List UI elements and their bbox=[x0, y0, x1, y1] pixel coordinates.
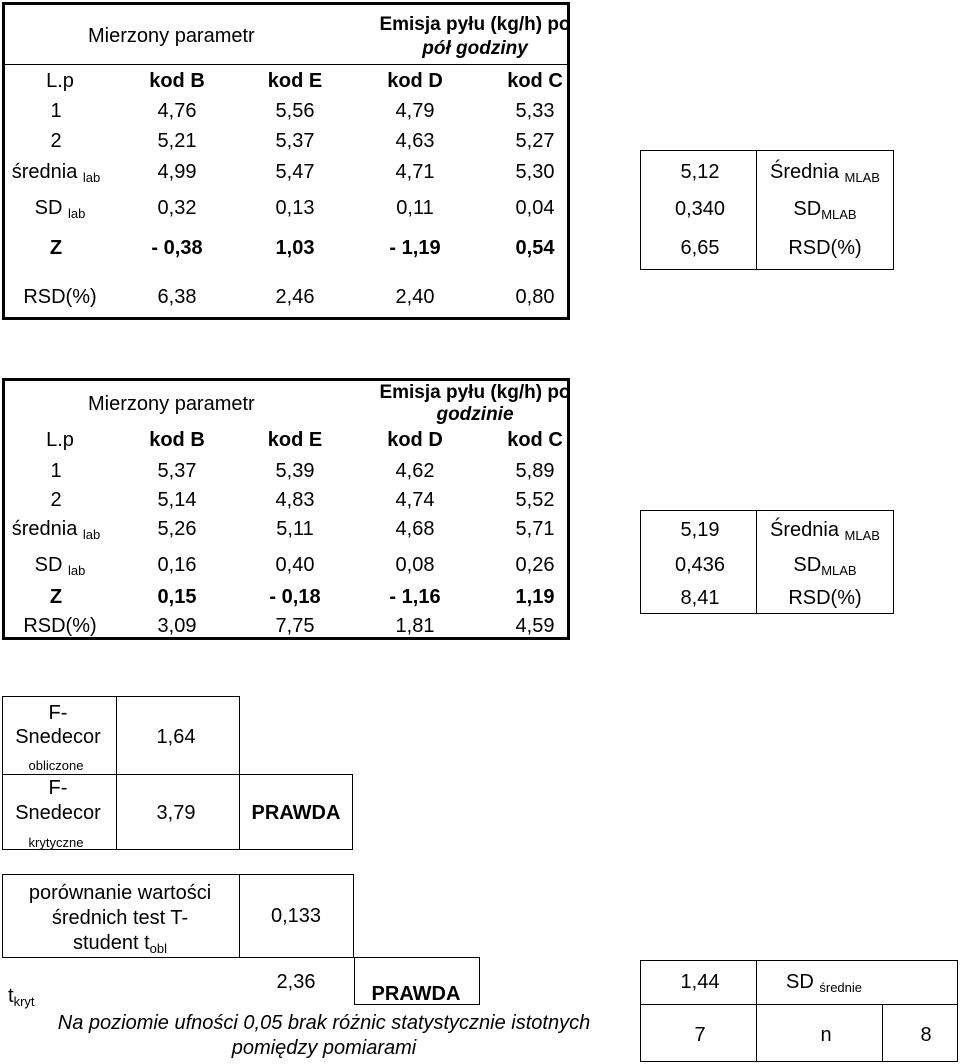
cell: - 1,16 bbox=[389, 586, 441, 608]
cell: 4,99 bbox=[157, 161, 197, 183]
cell: 5,56 bbox=[275, 100, 315, 122]
cell: 4,74 bbox=[395, 489, 435, 511]
cell: 4,71 bbox=[395, 161, 435, 183]
row-label-rsd: RSD(%) bbox=[23, 615, 97, 637]
mean-mlab-label: Średnia $_{MLAB}$ bbox=[770, 161, 880, 185]
header-kod-e: kod E bbox=[267, 429, 323, 451]
cell: 5,52 bbox=[515, 489, 555, 511]
table1-param-label: Mierzony parametr bbox=[88, 25, 255, 47]
row-label-mean: średnia $_{lab}$ bbox=[11, 161, 101, 185]
f-crit-value: 3,79 bbox=[156, 802, 196, 824]
cell: 0,26 bbox=[515, 554, 555, 576]
cell: 7,75 bbox=[275, 615, 315, 637]
t-test-label-line2: średnich test T- bbox=[51, 907, 189, 929]
cell: 1 bbox=[50, 100, 62, 122]
cell: 5,26 bbox=[157, 518, 197, 540]
cell: 0,08 bbox=[395, 554, 435, 576]
cell: 5,39 bbox=[275, 460, 315, 482]
cell: 1,81 bbox=[395, 615, 435, 637]
cell: 5,47 bbox=[275, 161, 315, 183]
f-calc-label-line2: Snedecor bbox=[15, 726, 101, 748]
sd-mlab-value: 0,340 bbox=[674, 198, 726, 220]
header-kod-c: kod C bbox=[507, 70, 563, 92]
sd-mlab-value: 0,436 bbox=[674, 554, 726, 576]
row-label-sd: SD $_{lab}$ bbox=[34, 197, 86, 221]
cell: 4,76 bbox=[157, 100, 197, 122]
cell: 4,83 bbox=[275, 489, 315, 511]
sd-mean-label: SD $_{średnie}$ bbox=[786, 971, 862, 995]
cell: 0,32 bbox=[157, 197, 197, 219]
cell: 0,04 bbox=[515, 197, 555, 219]
f-calc-sub: obliczone bbox=[28, 758, 84, 773]
sd-mlab-label: $SD_{MLAB}$ bbox=[793, 198, 857, 222]
n-left-value: 7 bbox=[694, 1024, 706, 1046]
table2-emission-title-line1: Emisja pyłu (kg/h) po bbox=[379, 382, 571, 403]
cell: 6,38 bbox=[157, 286, 197, 308]
cell: 5,37 bbox=[157, 460, 197, 482]
side-summary-divider bbox=[756, 510, 757, 614]
table1-emission-title-line2: pół godziny bbox=[422, 38, 528, 59]
rsd-mlab-label: RSD(%) bbox=[788, 587, 862, 609]
cell: 5,71 bbox=[515, 518, 555, 540]
f-test-col-divider bbox=[116, 696, 117, 850]
cell: 0,15 bbox=[157, 586, 197, 608]
header-lp: L.p bbox=[46, 429, 74, 451]
cell: - 0,38 bbox=[151, 237, 203, 259]
cell: 5,33 bbox=[515, 100, 555, 122]
cell: 1,03 bbox=[275, 237, 315, 259]
summary-col-divider bbox=[756, 960, 757, 1062]
mean-mlab-value: 5,12 bbox=[680, 161, 720, 183]
sd-mean-value: 1,44 bbox=[680, 971, 720, 993]
rsd-mlab-label: RSD(%) bbox=[788, 237, 862, 259]
f-calc-value: 1,64 bbox=[156, 726, 196, 748]
mean-mlab-label: Średnia $_{MLAB}$ bbox=[770, 519, 880, 543]
cell: 2,46 bbox=[275, 286, 315, 308]
row-label-z: Z bbox=[49, 237, 63, 259]
cell: 4,62 bbox=[395, 460, 435, 482]
table2-emission-title-line2: godzinie bbox=[436, 404, 514, 425]
mean-mlab-value: 5,19 bbox=[680, 519, 720, 541]
cell: 1 bbox=[50, 460, 62, 482]
cell: 3,09 bbox=[157, 615, 197, 637]
f-calc-label-line1: F- bbox=[48, 702, 68, 724]
table1-emission-title-line1: Emisja pyłu (kg/h) po bbox=[379, 14, 571, 35]
header-kod-b: kod B bbox=[149, 70, 205, 92]
t-kryt-value: 2,36 bbox=[276, 971, 316, 993]
header-kod-d: kod D bbox=[387, 429, 443, 451]
header-kod-c: kod C bbox=[507, 429, 563, 451]
cell: 5,11 bbox=[276, 518, 314, 540]
row-label-sd: SD $_{lab}$ bbox=[34, 554, 86, 578]
f-crit-sub: krytyczne bbox=[28, 835, 84, 850]
cell: 0,80 bbox=[515, 286, 555, 308]
rsd-mlab-value: 8,41 bbox=[680, 587, 720, 609]
cell: 0,16 bbox=[157, 554, 197, 576]
t-test-label-line3: student $t_{obl}$ bbox=[72, 932, 168, 956]
conclusion-line1: Na poziomie ufności 0,05 brak różnic statystycznie istotnych bbox=[57, 1012, 591, 1034]
cell: 0,11 bbox=[396, 197, 434, 219]
cell: 5,14 bbox=[157, 489, 197, 511]
summary-col-divider bbox=[882, 1004, 883, 1062]
cell: 5,21 bbox=[157, 130, 197, 152]
t-obl-value: 0,133 bbox=[270, 905, 322, 927]
t-test-col-divider bbox=[239, 874, 240, 958]
row-label-rsd: RSD(%) bbox=[23, 286, 97, 308]
side-summary-divider bbox=[756, 150, 757, 270]
row-label-mean: średnia $_{lab}$ bbox=[11, 518, 101, 542]
cell: 0,13 bbox=[275, 197, 315, 219]
rsd-mlab-value: 6,65 bbox=[680, 237, 720, 259]
t-kryt-label: $t_{kryt}$ bbox=[8, 985, 35, 1009]
cell: 4,79 bbox=[395, 100, 435, 122]
cell: 2,40 bbox=[395, 286, 435, 308]
cell: 1,19 bbox=[515, 586, 555, 608]
cell: - 1,19 bbox=[389, 237, 441, 259]
cell: 0,40 bbox=[275, 554, 315, 576]
cell: 5,30 bbox=[515, 161, 555, 183]
n-right-value: 8 bbox=[920, 1024, 932, 1046]
cell: 4,63 bbox=[395, 130, 435, 152]
summary-row-divider bbox=[640, 1004, 958, 1005]
cell: 0,54 bbox=[515, 237, 555, 259]
cell: 2 bbox=[50, 489, 62, 511]
table2-param-label: Mierzony parametr bbox=[88, 393, 255, 415]
n-label: n bbox=[820, 1024, 832, 1046]
f-crit-label-line1: F- bbox=[48, 777, 68, 799]
f-test-row-divider bbox=[2, 774, 240, 775]
sd-mlab-label: $SD_{MLAB}$ bbox=[793, 554, 857, 578]
f-test-result: PRAWDA bbox=[251, 802, 341, 824]
header-kod-b: kod B bbox=[149, 429, 205, 451]
conclusion-line2: pomiędzy pomiarami bbox=[231, 1037, 417, 1059]
header-lp: L.p bbox=[46, 70, 74, 92]
header-kod-d: kod D bbox=[387, 70, 443, 92]
t-test-label-line1: porównanie wartości bbox=[28, 882, 212, 904]
cell: - 0,18 bbox=[269, 586, 321, 608]
f-test-box-left bbox=[2, 696, 240, 850]
row-label-z: Z bbox=[49, 586, 63, 608]
cell: 4,68 bbox=[395, 518, 435, 540]
cell: 5,89 bbox=[515, 460, 555, 482]
header-kod-e: kod E bbox=[267, 70, 323, 92]
table1-header-divider bbox=[2, 64, 570, 65]
f-crit-label-line2: Snedecor bbox=[15, 802, 101, 824]
cell: 4,59 bbox=[515, 615, 555, 637]
t-test-result: PRAWDA bbox=[371, 983, 461, 1005]
cell: 5,37 bbox=[275, 130, 315, 152]
cell: 5,27 bbox=[515, 130, 555, 152]
cell: 2 bbox=[50, 130, 62, 152]
